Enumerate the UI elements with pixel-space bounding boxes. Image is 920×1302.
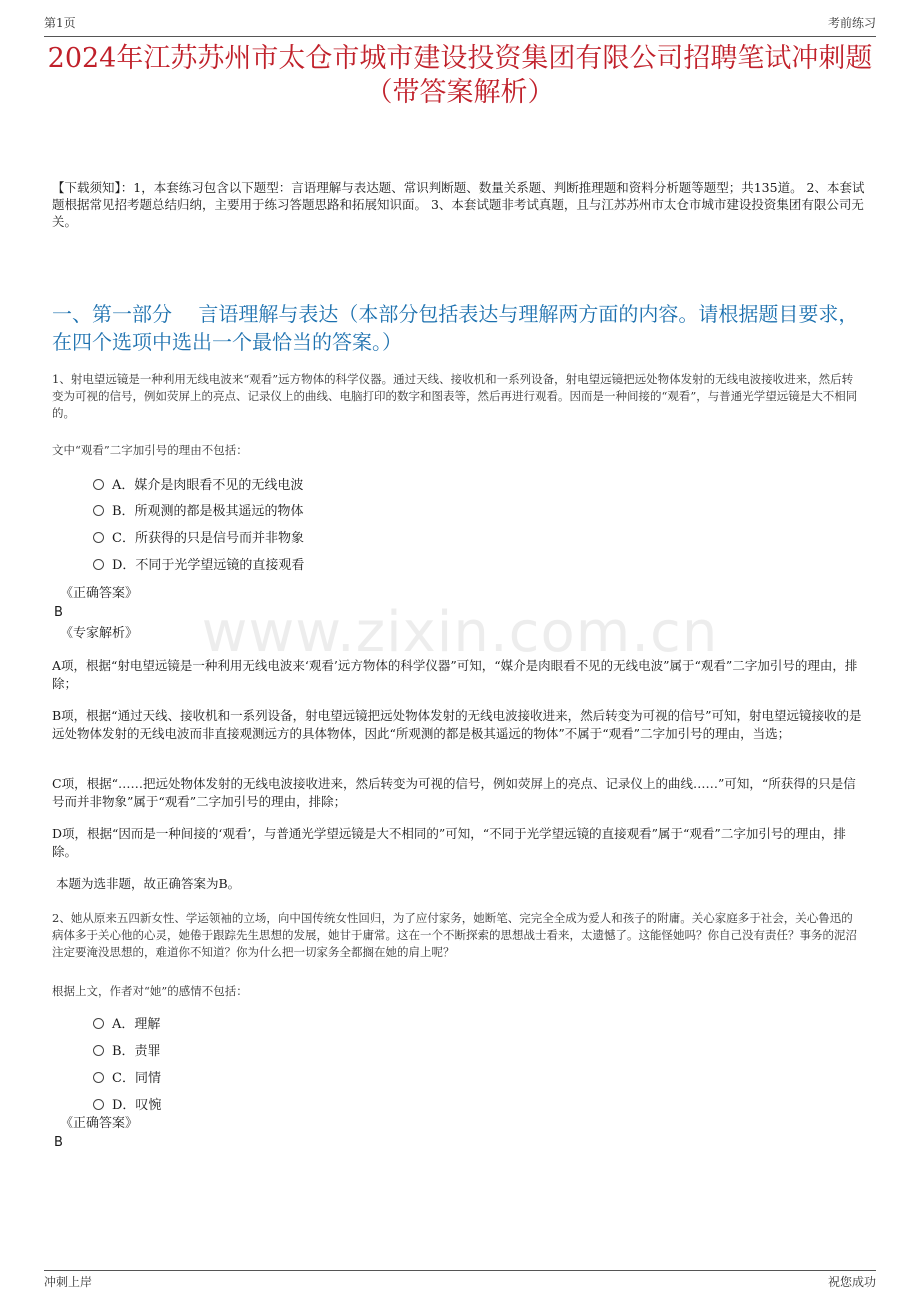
q1-option-a[interactable]: A．媒介是肉眼看不见的无线电波 bbox=[93, 477, 303, 495]
q1-analysis-label: 《专家解析》 bbox=[60, 626, 139, 641]
radio-icon[interactable] bbox=[93, 1072, 104, 1083]
q1-question: 文中“观看”二字加引号的理由不包括： bbox=[52, 443, 248, 457]
page-number: 第1页 bbox=[44, 16, 76, 30]
page-header bbox=[44, 14, 876, 37]
footer-right: 祝您成功 bbox=[827, 1275, 876, 1289]
q1-analysis-b: B项，根据“通过天线、接收机和一系列设备，射电望远镜把远处物体发射的无线电波接收进来，然后转变为可视的信号”可知，射电望远镜接收的是远处物体发射的无线电波而非直接观测远方的具体物体，因此“所观测的都是极其遥远的物体”不属于“观看”二字加引号的理由，当选； bbox=[52, 708, 862, 741]
q2-option-b[interactable]: B．责罪 bbox=[93, 1043, 161, 1061]
page-footer bbox=[44, 1270, 876, 1295]
q1-stem: 1、射电望远镜是一种利用无线电波来“观看”远方物体的科学仪器。通过天线、接收机和一系列设备，射电望远镜把远处物体发射的无线电波接收进来，然后转变为可视的信号，例如荧屏上的亮点、记录仪上的曲线、电脑打印的数字和图表等，然后再进行观看。因而是一种间接的“观看”，与普通光学望远镜是大不相同的。 bbox=[52, 372, 858, 420]
radio-icon[interactable] bbox=[93, 479, 104, 490]
q2-answer: B bbox=[54, 1135, 63, 1150]
q1-option-d[interactable]: D．不同于光学望远镜的直接观看 bbox=[93, 557, 304, 575]
document-title: 2024年江苏苏州市太仓市城市建设投资集团有限公司招聘笔试冲刺题（带答案解析） bbox=[47, 43, 873, 108]
radio-icon[interactable] bbox=[93, 559, 104, 570]
q2-stem: 2、她从原来五四新女性、学运领袖的立场，向中国传统女性回归，为了应付家务，她断笔、完完全全成为爱人和孩子的附庸。关心家庭多于社会，关心鲁迅的病体多于关心他的心灵，她倦于跟踪先生思想的发展，她甘于庸常。这在一个不断探索的思想战士看来，太遗憾了。这能怪她吗？你自己没有责任？事务的泥沼注定要淹没思想的，难道你不知道？你为什么把一切家务全都搁在她的肩上呢？ bbox=[52, 911, 857, 959]
q1-analysis-d: D项，根据“因而是一种间接的‘观看’，与普通光学望远镜是大不相同的”可知，“不同于光学望远镜的直接观看”属于“观看”二字加引号的理由，排除。 bbox=[52, 826, 846, 859]
q1-option-c[interactable]: C．所获得的只是信号而并非物象 bbox=[93, 530, 304, 548]
q2-option-c[interactable]: C．同情 bbox=[93, 1070, 161, 1088]
footer-left: 冲刺上岸 bbox=[44, 1275, 93, 1289]
radio-icon[interactable] bbox=[93, 1018, 104, 1029]
q1-analysis-a: A项，根据“射电望远镜是一种利用无线电波来‘观看’远方物体的科学仪器”可知，“媒介是肉眼看不见的无线电波”属于“观看”二字加引号的理由，排除； bbox=[52, 658, 858, 691]
q1-option-b[interactable]: B．所观测的都是极其遥远的物体 bbox=[93, 503, 304, 521]
radio-icon[interactable] bbox=[93, 1099, 104, 1110]
q2-option-d[interactable]: D．叹惋 bbox=[93, 1097, 161, 1115]
radio-icon[interactable] bbox=[93, 1045, 104, 1056]
header-tag: 考前练习 bbox=[827, 16, 876, 30]
radio-icon[interactable] bbox=[93, 505, 104, 516]
watermark: www.zixin.com.cn bbox=[201, 600, 719, 665]
radio-icon[interactable] bbox=[93, 532, 104, 543]
q2-option-a[interactable]: A．理解 bbox=[93, 1016, 160, 1034]
q1-answer-label: 《正确答案》 bbox=[60, 586, 139, 601]
q1-answer: B bbox=[54, 605, 63, 620]
q1-conclusion: 本题为选非题，故正确答案为B。 bbox=[56, 876, 241, 891]
q2-question: 根据上文，作者对“她”的感情不包括： bbox=[52, 984, 248, 998]
download-notice: 【下载须知】：1，本套练习包含以下题型：言语理解与表达题、常识判断题、数量关系题、判断推理题和资料分析题等题型；共135道。 2、本套试题根据常见招考题总结归纳，主要用于练习答题思路和拓展知识面。 3、本套试题非考试真题，且与江苏苏州市太仓市城市建设投资集团有限公司无关。 bbox=[52, 180, 865, 229]
section-heading: 一、第一部分 言语理解与表达（本部分包括表达与理解两方面的内容。请根据题目要求，在四个选项中选出一个最恰当的答案。） bbox=[52, 302, 859, 354]
q1-analysis-c: C项，根据“……把远处物体发射的无线电波接收进来，然后转变为可视的信号，例如荧屏上的亮点、记录仪上的曲线……”可知，“所获得的只是信号而并非物象”属于“观看”二字加引号的理由，排除； bbox=[52, 776, 856, 809]
q2-answer-label: 《正确答案》 bbox=[60, 1116, 139, 1131]
